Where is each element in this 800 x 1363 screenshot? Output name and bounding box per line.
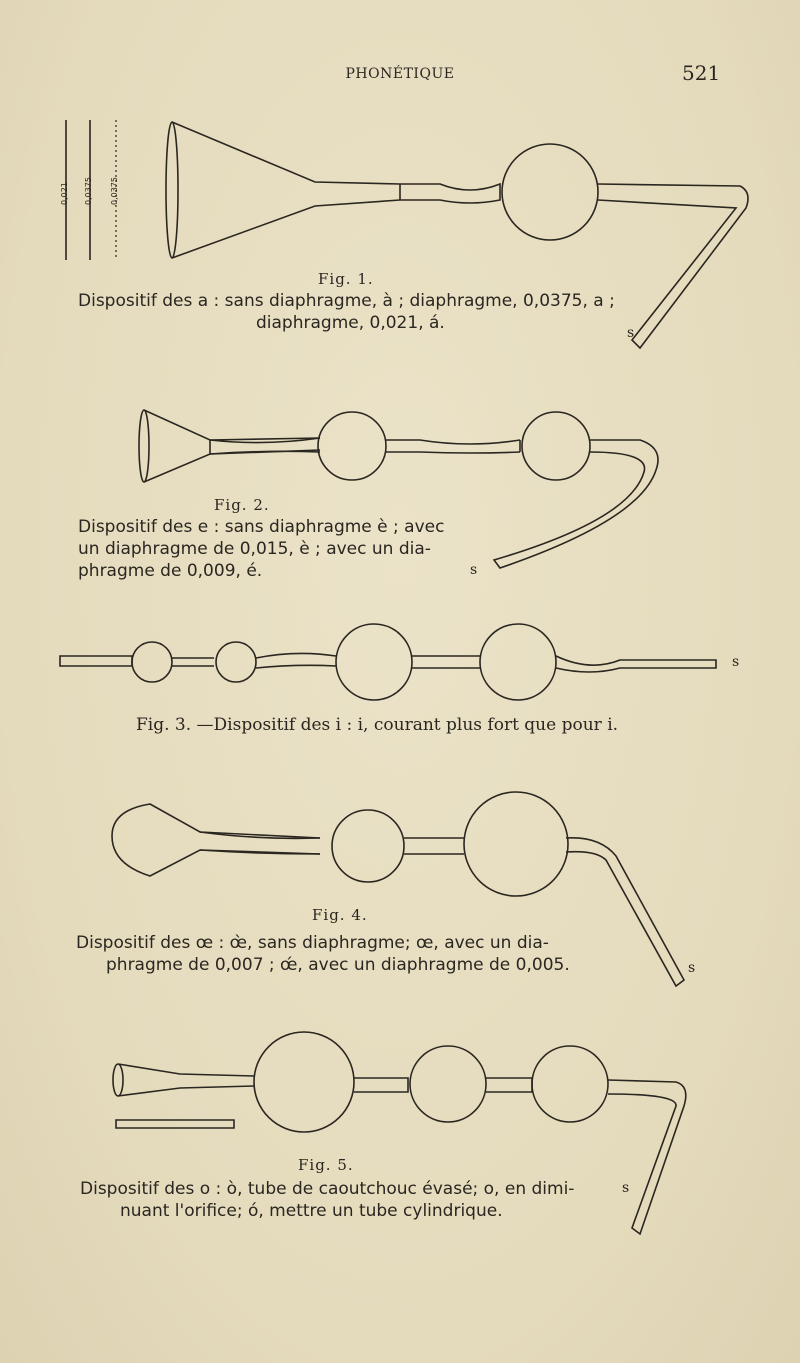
scale-label: 0,0375 [110, 177, 119, 205]
figure-2-label: Fig. 2. [214, 496, 270, 514]
s-marker: s [622, 1180, 630, 1196]
figure-5-caption-line-2: nuant l'orifice; ó, mettre un tube cylindrique. [120, 1201, 503, 1221]
figure-3-caption: Fig. 3. —Dispositif des i : i, courant plus fort que pour i. [136, 715, 619, 735]
figure-2-caption-line-1: Dispositif des e : sans diaphragme è ; avec [78, 517, 445, 537]
s-marker: s [470, 562, 478, 578]
scale-label: 0,0375 [84, 177, 93, 205]
scale-label: 0,021 [60, 182, 69, 205]
figure-5-caption-line-1: Dispositif des o : ò, tube de caoutchouc évasé; o, en dimi- [80, 1179, 575, 1199]
page-number: 521 [682, 61, 721, 85]
figure-2-caption-line-2: un diaphragme de 0,015, è ; avec un dia- [78, 539, 431, 559]
s-marker: s [627, 325, 635, 341]
figure-4-caption-line-1: Dispositif des œ : œ̀, sans diaphragme; œ, avec un dia- [76, 933, 549, 953]
running-head: PHONÉTIQUE [345, 66, 455, 82]
figure-5-label: Fig. 5. [298, 1156, 354, 1174]
figure-1-caption-line-2: diaphragme, 0,021, á. [256, 313, 445, 333]
figure-4-caption-line-2: phragme de 0,007 ; œ́, avec un diaphragme de 0,005. [106, 955, 570, 975]
figure-4-label: Fig. 4. [312, 906, 368, 924]
figure-1-label: Fig. 1. [318, 270, 374, 288]
s-marker: s [732, 654, 740, 670]
s-marker: s [688, 960, 696, 976]
figure-1-caption-line-1: Dispositif des a : sans diaphragme, à ; diaphragme, 0,0375, a ; [78, 291, 615, 311]
figure-2-caption-line-3: phragme de 0,009, é. [78, 561, 263, 581]
figure-3-drawing [0, 610, 800, 710]
